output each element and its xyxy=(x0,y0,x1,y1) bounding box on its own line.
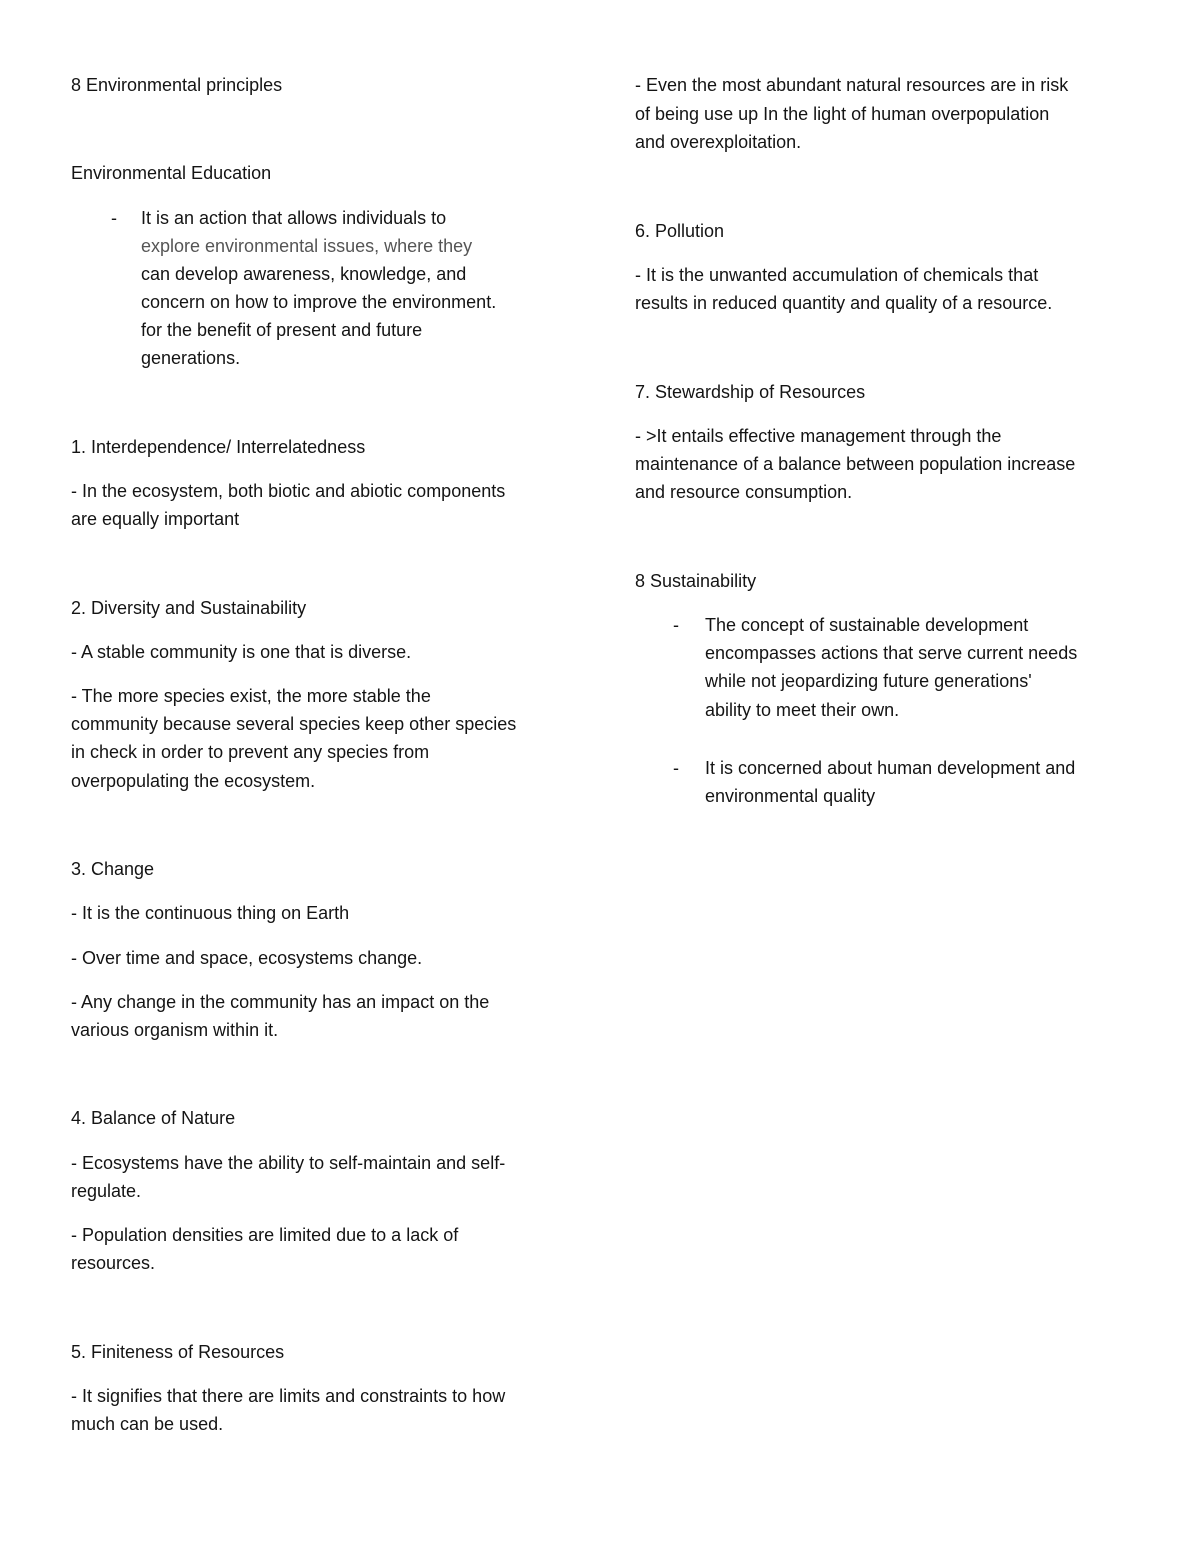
principle-6-text: results in reduced quantity and quality of a resource. xyxy=(635,293,1053,313)
principle-4-item: regulate. xyxy=(71,1181,142,1201)
principle-3-item: - It is the continuous thing on Earth xyxy=(71,903,350,923)
principle-8-item: environmental quality xyxy=(705,786,876,806)
principle-7-text: maintenance of a balance between population increase xyxy=(635,454,1076,474)
env-ed-line: concern on how to improve the environment. xyxy=(141,292,497,312)
principle-2-item: - The more species exist, the more stable the xyxy=(71,686,431,706)
principle-5-item: - Even the most abundant natural resources are in risk xyxy=(635,75,1069,95)
principle-8-heading: 8 Sustainability xyxy=(635,571,757,591)
principle-4-item: - Population densities are limited due to a lack of xyxy=(71,1225,459,1245)
principle-6-heading: 6. Pollution xyxy=(635,221,725,241)
bullet-dash: - xyxy=(111,208,117,228)
principle-5-heading: 5. Finiteness of Resources xyxy=(71,1342,285,1362)
env-ed-heading: Environmental Education xyxy=(71,163,272,183)
principle-3-item: - Any change in the community has an impact on the xyxy=(71,992,490,1012)
principle-7-text: and resource consumption. xyxy=(635,482,853,502)
principle-7-heading: 7. Stewardship of Resources xyxy=(635,382,866,402)
principle-8-item: ability to meet their own. xyxy=(705,700,900,720)
principle-6-text: - It is the unwanted accumulation of chemicals that xyxy=(635,265,1039,285)
principle-8-item: while not jeopardizing future generations' xyxy=(705,671,1032,691)
principle-5-item: - It signifies that there are limits and constraints to how xyxy=(71,1386,506,1406)
principle-3-heading: 3. Change xyxy=(71,859,155,879)
document-title: 8 Environmental principles xyxy=(71,75,283,95)
principle-3-item: - Over time and space, ecosystems change. xyxy=(71,948,423,968)
principle-8-item: encompasses actions that serve current needs xyxy=(705,643,1078,663)
principle-2-heading: 2. Diversity and Sustainability xyxy=(71,598,307,618)
env-ed-line: can develop awareness, knowledge, and xyxy=(141,264,467,284)
principle-8-item: It is concerned about human development and xyxy=(705,758,1076,778)
bullet-dash: - xyxy=(673,758,679,778)
principle-1-text: are equally important xyxy=(71,509,240,529)
bullet-dash: - xyxy=(673,615,679,635)
principle-7-text: - >It entails effective management through the xyxy=(635,426,1002,446)
env-ed-line: for the benefit of present and future xyxy=(141,320,423,340)
env-ed-line: explore environmental issues, where they xyxy=(141,236,473,256)
env-ed-line: It is an action that allows individuals to xyxy=(141,208,447,228)
principle-1-text: - In the ecosystem, both biotic and abiotic components xyxy=(71,481,506,501)
principle-3-item: various organism within it. xyxy=(71,1020,279,1040)
principle-4-item: resources. xyxy=(71,1253,156,1273)
principle-4-item: - Ecosystems have the ability to self-maintain and self- xyxy=(71,1153,506,1173)
principle-4-heading: 4. Balance of Nature xyxy=(71,1108,236,1128)
principle-1-heading: 1. Interdependence/ Interrelatedness xyxy=(71,437,366,457)
principle-5-item: much can be used. xyxy=(71,1414,224,1434)
principle-5-item: of being use up In the light of human overpopulation xyxy=(635,104,1050,124)
principle-5-item: and overexploitation. xyxy=(635,132,802,152)
principle-2-item: in check in order to prevent any species from xyxy=(71,742,430,762)
env-ed-line: generations. xyxy=(141,348,241,368)
principle-2-item: community because several species keep other species xyxy=(71,714,517,734)
principle-8-item: The concept of sustainable development xyxy=(705,615,1029,635)
principle-2-item: - A stable community is one that is diverse. xyxy=(71,642,412,662)
principle-2-item: overpopulating the ecosystem. xyxy=(71,771,316,791)
